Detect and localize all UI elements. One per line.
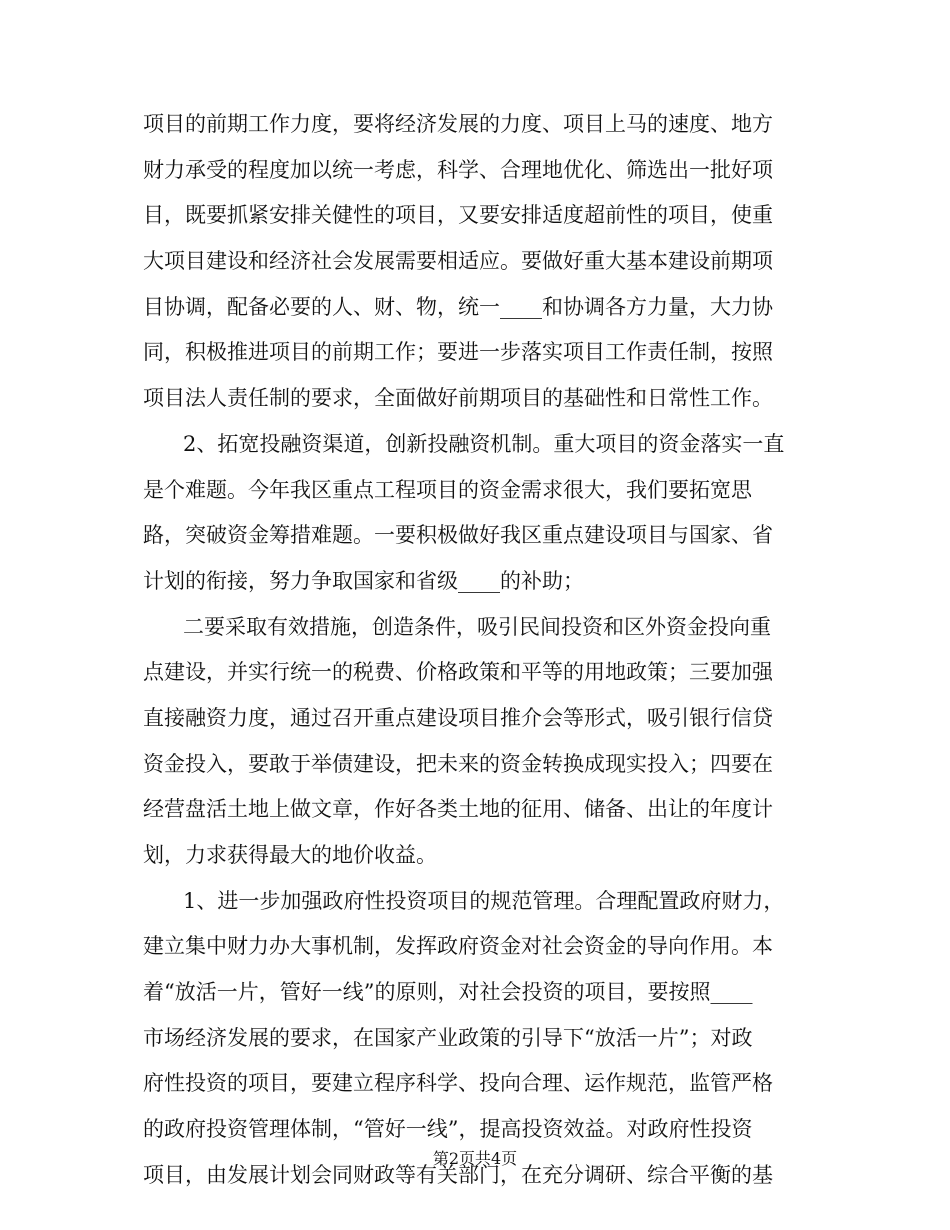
text-line: 市场经济发展的要求，在国家产业政策的引导下“放活一片”；对政 (143, 1025, 753, 1050)
text-line: 1、进一步加强政府性投资项目的规范管理。合理配置政府财力， (183, 888, 785, 913)
document-body (143, 102, 807, 1199)
text-line: 路，突破资金筹措难题。一要积极做好我区重点建设项目与国家、省 (143, 523, 773, 548)
text-line: 二要采取有效措施，创造条件，吸引民间投资和区外资金投向重 (183, 614, 771, 639)
page-number: 第2页共4页 (432, 1149, 518, 1168)
text-line: 同，积极推进项目的前期工作；要进一步落实项目工作责任制，按照 (143, 340, 773, 365)
text-line: 点建设，并实行统一的税费、价格政策和平等的用地政策；三要加强 (143, 660, 773, 685)
text-line: 的政府投资管理体制，“管好一线”，提高投资效益。对政府性投资 (143, 1117, 753, 1142)
text-line: 项目法人责任制的要求，全面做好前期项目的基础性和日常性工作。 (143, 386, 773, 411)
text-line: 着“放活一片，管好一线”的原则，对社会投资的项目，要按照____ (143, 980, 753, 1005)
text-line: 计划的衔接，努力争取国家和省级____的补助； (143, 568, 584, 593)
text-line: 划，力求获得最大的地价收益。 (143, 843, 437, 867)
text-line: 财力承受的程度加以统一考虑，科学、合理地优化、筛选出一批好项 (143, 157, 773, 182)
text-line: 目，既要抓紧安排关健性的项目，又要安排适度超前性的项目，使重 (143, 203, 773, 228)
text-line: 建立集中财力办大事机制，发挥政府资金对社会资金的导向作用。本 (143, 934, 773, 959)
text-line: 项目，由发展计划会同财政等有关部门，在充分调研、综合平衡的基 (143, 1162, 773, 1187)
text-line: 2、拓宽投融资渠道，创新投融资机制。重大项目的资金落实一直 (183, 431, 785, 456)
text-line: 资金投入，要敢于举债建设，把未来的资金转换成现实投入；四要在 (143, 751, 773, 776)
text-line: 目协调，配备必要的人、财、物，统一____和协调各方力量，大力协 (143, 294, 773, 319)
text-line: 项目的前期工作力度，要将经济发展的力度、项目上马的速度、地方 (143, 112, 773, 136)
text-line: 是个难题。今年我区重点工程项目的资金需求很大，我们要拓宽思 (143, 477, 752, 502)
text-line: 经营盘活土地上做文章，作好各类土地的征用、储备、出让的年度计 (143, 797, 773, 822)
text-line: 直接融资力度，通过召开重点建设项目推介会等形式，吸引银行信贷 (143, 705, 773, 730)
text-line: 大项目建设和经济社会发展需要相适应。要做好重大基本建设前期项 (143, 249, 773, 274)
text-line: 府性投资的项目，要建立程序科学、投向合理、运作规范，监管严格 (143, 1071, 773, 1096)
